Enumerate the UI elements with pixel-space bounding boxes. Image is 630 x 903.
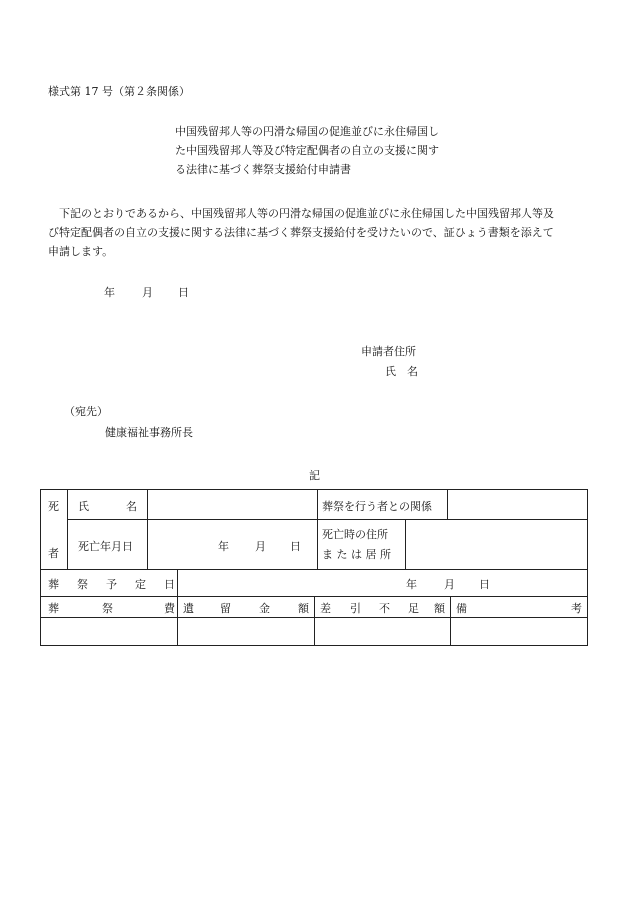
remarks-label-char: 備: [456, 602, 467, 615]
name-label-char: 名: [126, 500, 137, 513]
shortage-label-char: 足: [408, 602, 419, 615]
date-month: 月: [142, 286, 153, 299]
death-address-label: 死亡時の住所: [322, 528, 388, 541]
death-residence-label: ま た は 居 所: [322, 548, 391, 561]
funeral-cost-field[interactable]: [42, 619, 176, 644]
form-number: 様式第 17 号（第２条関係）: [48, 85, 190, 98]
shortage-label-char: 引: [350, 602, 361, 615]
estate-amount-field[interactable]: [179, 619, 313, 644]
applicant-address-label: 申請者住所: [361, 345, 416, 358]
shortage-label-char: 額: [434, 602, 445, 615]
relation-field[interactable]: [452, 491, 582, 517]
remarks-label-char: 考: [571, 602, 582, 615]
date-day: 日: [178, 286, 189, 299]
name-label-char: 氏: [78, 500, 89, 513]
title-line: た中国残留邦人等及び特定配偶者の自立の支援に関す: [175, 144, 439, 157]
death-day: 日: [290, 540, 301, 553]
addressee-office: 健康福祉事務所長: [105, 426, 193, 439]
date-year: 年: [104, 286, 115, 299]
body-line: び特定配偶者の自立の支援に関する法律に基づく葬祭支援給付を受けたいので、証ひょう書類を添えて: [48, 226, 554, 239]
deceased-info-table: [40, 489, 588, 646]
body-line: 申請します。: [48, 245, 114, 258]
estate-label-char: 額: [298, 602, 309, 615]
body-line: 下記のとおりであるから、中国残留邦人等の円滑な帰国の促進並びに永住帰国した中国残留邦人等及: [48, 207, 554, 220]
death-date-label: 死亡年月日: [78, 540, 133, 553]
estate-label-char: 留: [220, 602, 231, 615]
ki-label: 記: [309, 469, 320, 482]
funeral-date-label-char: 葬: [48, 578, 59, 591]
title-line: 中国残留邦人等の円滑な帰国の促進並びに永住帰国し: [175, 125, 439, 138]
deceased-label-char: 死: [48, 500, 59, 513]
estate-label-char: 金: [259, 602, 270, 615]
funeral-day: 日: [479, 578, 490, 591]
shortage-amount-field[interactable]: [316, 619, 449, 644]
estate-label-char: 遺: [183, 602, 194, 615]
funeral-cost-label-char: 費: [164, 602, 175, 615]
funeral-date-label-char: 祭: [77, 578, 88, 591]
funeral-date-label-char: 定: [135, 578, 146, 591]
shortage-label-char: 不: [379, 602, 390, 615]
death-address-field[interactable]: [410, 522, 582, 566]
document-title: [175, 122, 439, 179]
shortage-label-char: 差: [320, 602, 331, 615]
deceased-label-char: 者: [48, 547, 59, 560]
title-line: る法律に基づく葬祭支援給付申請書: [175, 163, 351, 176]
funeral-year: 年: [406, 578, 417, 591]
body-paragraph: [48, 204, 596, 261]
death-year: 年: [218, 540, 229, 553]
funeral-cost-label-char: 葬: [48, 602, 59, 615]
funeral-date-label-char: 日: [164, 578, 175, 591]
remarks-field[interactable]: [452, 619, 586, 644]
death-month: 月: [255, 540, 266, 553]
funeral-month: 月: [444, 578, 455, 591]
funeral-date-label-char: 予: [106, 578, 117, 591]
funeral-cost-label-char: 祭: [102, 602, 113, 615]
applicant-name-label: 氏 名: [385, 365, 418, 378]
addressee-label: （宛先）: [64, 405, 108, 418]
relation-label: 葬祭を行う者との関係: [322, 500, 432, 513]
deceased-name-field[interactable]: [155, 491, 310, 517]
